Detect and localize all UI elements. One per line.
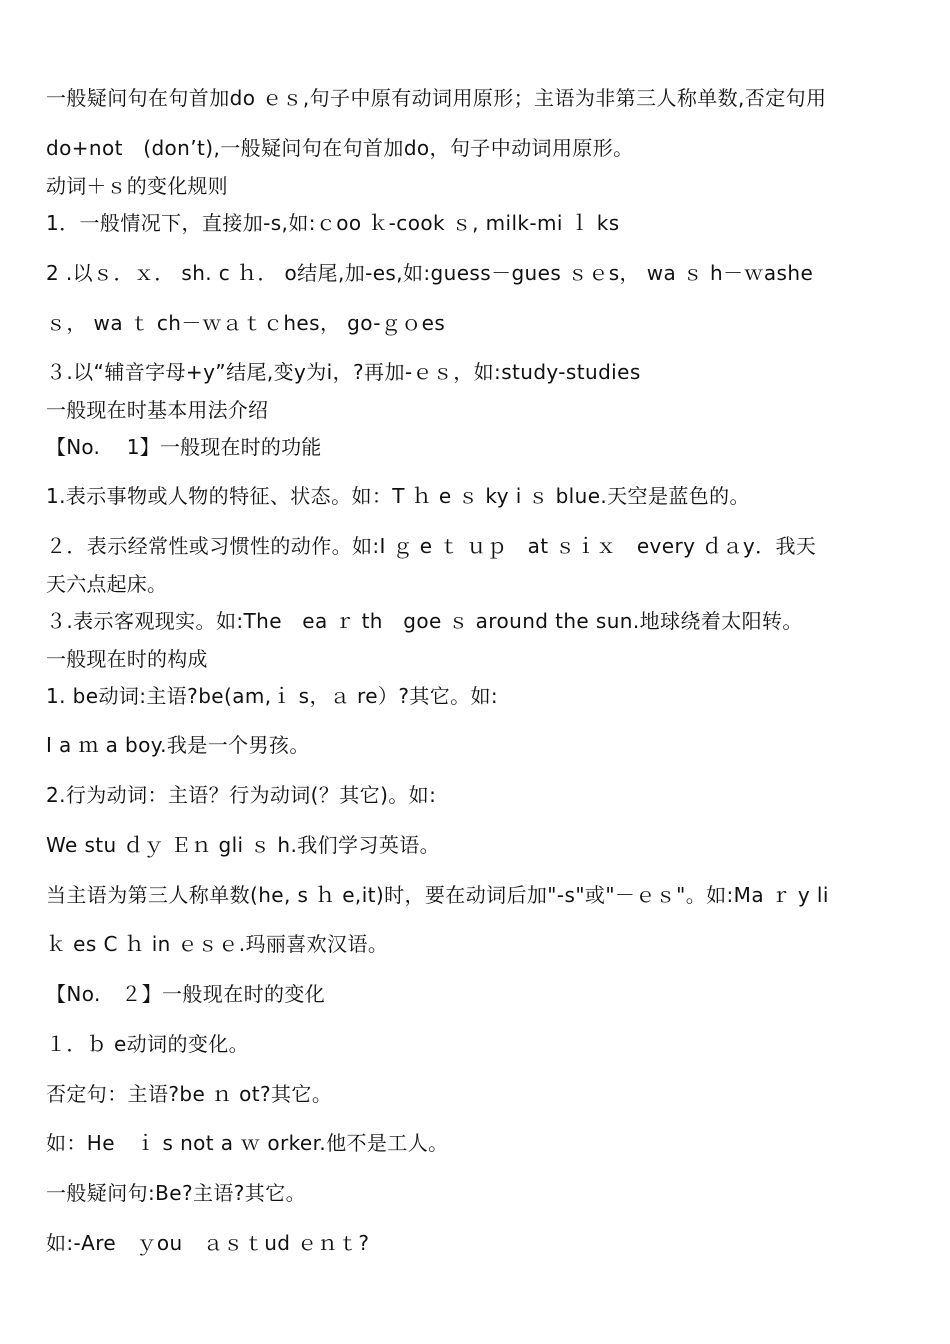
text-line: ｋ es C ｈ in ｅｓｅ.玛丽喜欢汉语。	[46, 932, 389, 956]
text-line: 天六点起床。	[46, 572, 168, 596]
text-line: 2 .以ｓ．ｘ． sh. c ｈ． o结尾,加-es,如:guess－gues ｓｅs， wa ｓ h－ｗashe	[46, 261, 814, 285]
text-line: We stu ｄｙ Ｅｎ gli ｓ h.我们学习英语。	[46, 833, 441, 857]
text-line: ｓ， wa ｔ ch－ｗａｔｃhes， go-ｇｏes	[46, 311, 446, 335]
text-line: do+not (don’t),一般疑问句在句首加do，句子中动词用原形。	[46, 136, 634, 160]
section-heading: 一般现在时基本用法介绍	[46, 398, 269, 422]
section-heading: 动词＋ｓ的变化规则	[46, 174, 228, 198]
text-line: 如:-Are ｙou ａｓｔud ｅｎｔ?	[46, 1231, 370, 1255]
text-line: 如：He ｉ s not a ｗ orker.他不是工人。	[46, 1131, 449, 1155]
text-line: ３.表示客观现实。如:The ea ｒ th goe ｓ around the sun.地球绕着太阳转。	[46, 609, 803, 633]
text-line: 否定句：主语?be ｎ ot?其它。	[46, 1082, 333, 1106]
section-heading: 一般现在时的构成	[46, 647, 208, 671]
text-line: 1．一般情况下，直接加-s,如:ｃoo ｋ-cook ｓ, milk-mi ｌ ks	[46, 211, 620, 235]
text-line: 一般疑问句:Be?主语?其它。	[46, 1181, 306, 1205]
text-line: I a ｍ a boy.我是一个男孩。	[46, 733, 310, 757]
text-line: 2.行为动词：主语？行为动词(？其它)。如:	[46, 783, 437, 807]
text-line: 当主语为第三人称单数(he, s ｈ e,it)时，要在动词后加"-s"或"－ｅｓ"。如:Ma ｒ y li	[46, 883, 829, 907]
text-line: １．ｂ e动词的变化。	[46, 1032, 250, 1056]
text-line: ２．表示经常性或习惯性的动作。如:I ｇ e ｔ ｕｐ at ｓｉｘ every ｄａy．我天	[46, 534, 817, 558]
text-line: ３.以“辅音字母+y”结尾,变y为i，?再加-ｅｓ，如:study-studies	[46, 360, 641, 384]
text-line: 一般疑问句在句首加do ｅｓ,句子中原有动词用原形；主语为非第三人称单数,否定句用	[46, 86, 827, 110]
text-line: 1. be动词:主语?be(am,ｉ s，ａ re）?其它。如:	[46, 684, 499, 708]
section-heading: 【No. 1】一般现在时的功能	[46, 435, 322, 459]
text-line: 1.表示事物或人物的特征、状态。如：T ｈ e ｓ ky i ｓ blue.天空是蓝色的。	[46, 484, 750, 508]
section-heading: 【No. ２】一般现在时的变化	[46, 982, 326, 1006]
